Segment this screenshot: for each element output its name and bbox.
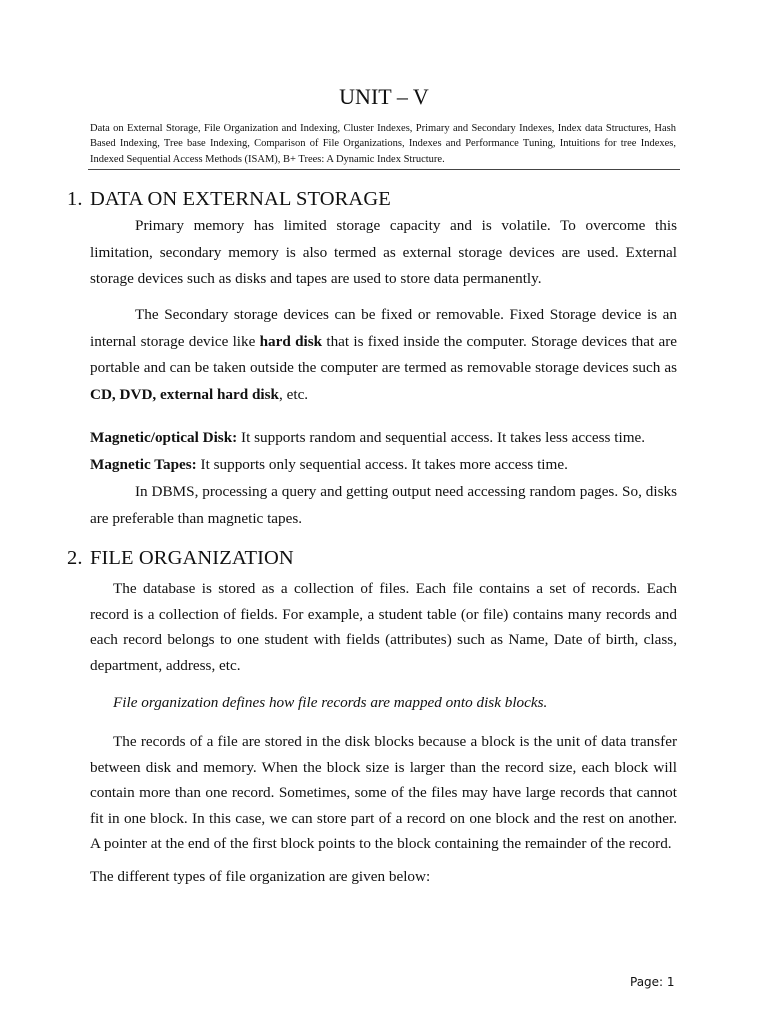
paragraph-secondary-storage — [90, 302, 677, 408]
paragraph-database-files — [90, 576, 677, 678]
paragraph-file-organization-definition — [90, 690, 677, 717]
syllabus-summary: Data on External Storage, File Organization and Indexing, Cluster Indexes, Primary and Secondary Indexes, Index data Structures, Hash Based Indexing, Tree base Indexing, Comparison of File Organizations, Indexes and Performance Tuning, Intuitions for tree Indexes, Indexed Sequential Access Methods (ISAM), B+ Trees: A Dynamic Index Structure. — [90, 123, 676, 165]
section-title: DATA ON EXTERNAL STORAGE — [90, 188, 391, 210]
paragraph-text: File organization defines how file records are mapped onto disk blocks. — [113, 694, 548, 711]
paragraph-text: In DBMS, processing a query and getting output need accessing random pages. So, disks are preferable than magnetic tapes. — [90, 483, 677, 527]
paragraph-disk-blocks — [90, 729, 677, 857]
paragraph-text: The different types of file organization are given below: — [90, 868, 431, 885]
definition-magnetic-tapes — [90, 452, 677, 479]
section-title: FILE ORGANIZATION — [90, 547, 294, 569]
paragraph-dbms-disks — [90, 479, 677, 532]
bold-term-hard-disk: hard disk — [259, 332, 323, 350]
paragraph-text: The database is stored as a collection of files. Each file contains a set of records. Each record is a collection of fields. For example, a student table (or file) contains many records and each record belongs to one student with fields (attributes) such as Name, Date of birth, class, department, address, etc. — [90, 580, 677, 674]
term-label: Magnetic Tapes: — [90, 456, 197, 473]
definition-magnetic-disk — [90, 425, 677, 452]
paragraph-text: The Secondary storage devices can be fixed or removable. Fixed Storage device is an internal storage device like — [90, 306, 677, 350]
header-divider — [88, 169, 680, 170]
paragraph-primary-memory — [90, 213, 677, 293]
section-number: 1. — [67, 188, 83, 210]
paragraph-text: The records of a file are stored in the disk blocks because a block is the unit of data transfer between disk and memory. When the block size is larger than the record size, each block will contain more than one record. Sometimes, some of the files may have large records that cannot fit in one block. In this case, we can store part of a record on one block and the rest on another. A pointer at the end of the first block points to the block containing the remainder of the record. — [90, 733, 677, 852]
section-heading-file-organization — [67, 546, 294, 570]
section-heading-external-storage — [67, 187, 391, 211]
paragraph-text: , etc. — [279, 385, 309, 403]
page-number: Page: 1 — [630, 975, 675, 989]
bold-term-removable-devices: CD, DVD, external hard disk — [90, 385, 280, 403]
paragraph-text: that is fixed inside the computer. Storage devices that are portable and can be taken outside the computer are termed as removable storage devices such as — [90, 332, 677, 376]
term-description: It supports random and sequential access. It takes less access time. — [237, 429, 646, 446]
section-number: 2. — [67, 547, 83, 569]
term-label: Magnetic/optical Disk: — [90, 429, 238, 446]
unit-title: UNIT – V — [339, 84, 429, 109]
term-description: It supports only sequential access. It takes more access time. — [196, 456, 568, 473]
paragraph-text: Primary memory has limited storage capacity and is volatile. To overcome this limitation, secondary memory is also termed as external storage devices are used. External storage devices such as disks and tapes are used to store data permanently. — [90, 217, 677, 287]
paragraph-types-intro — [90, 864, 677, 891]
